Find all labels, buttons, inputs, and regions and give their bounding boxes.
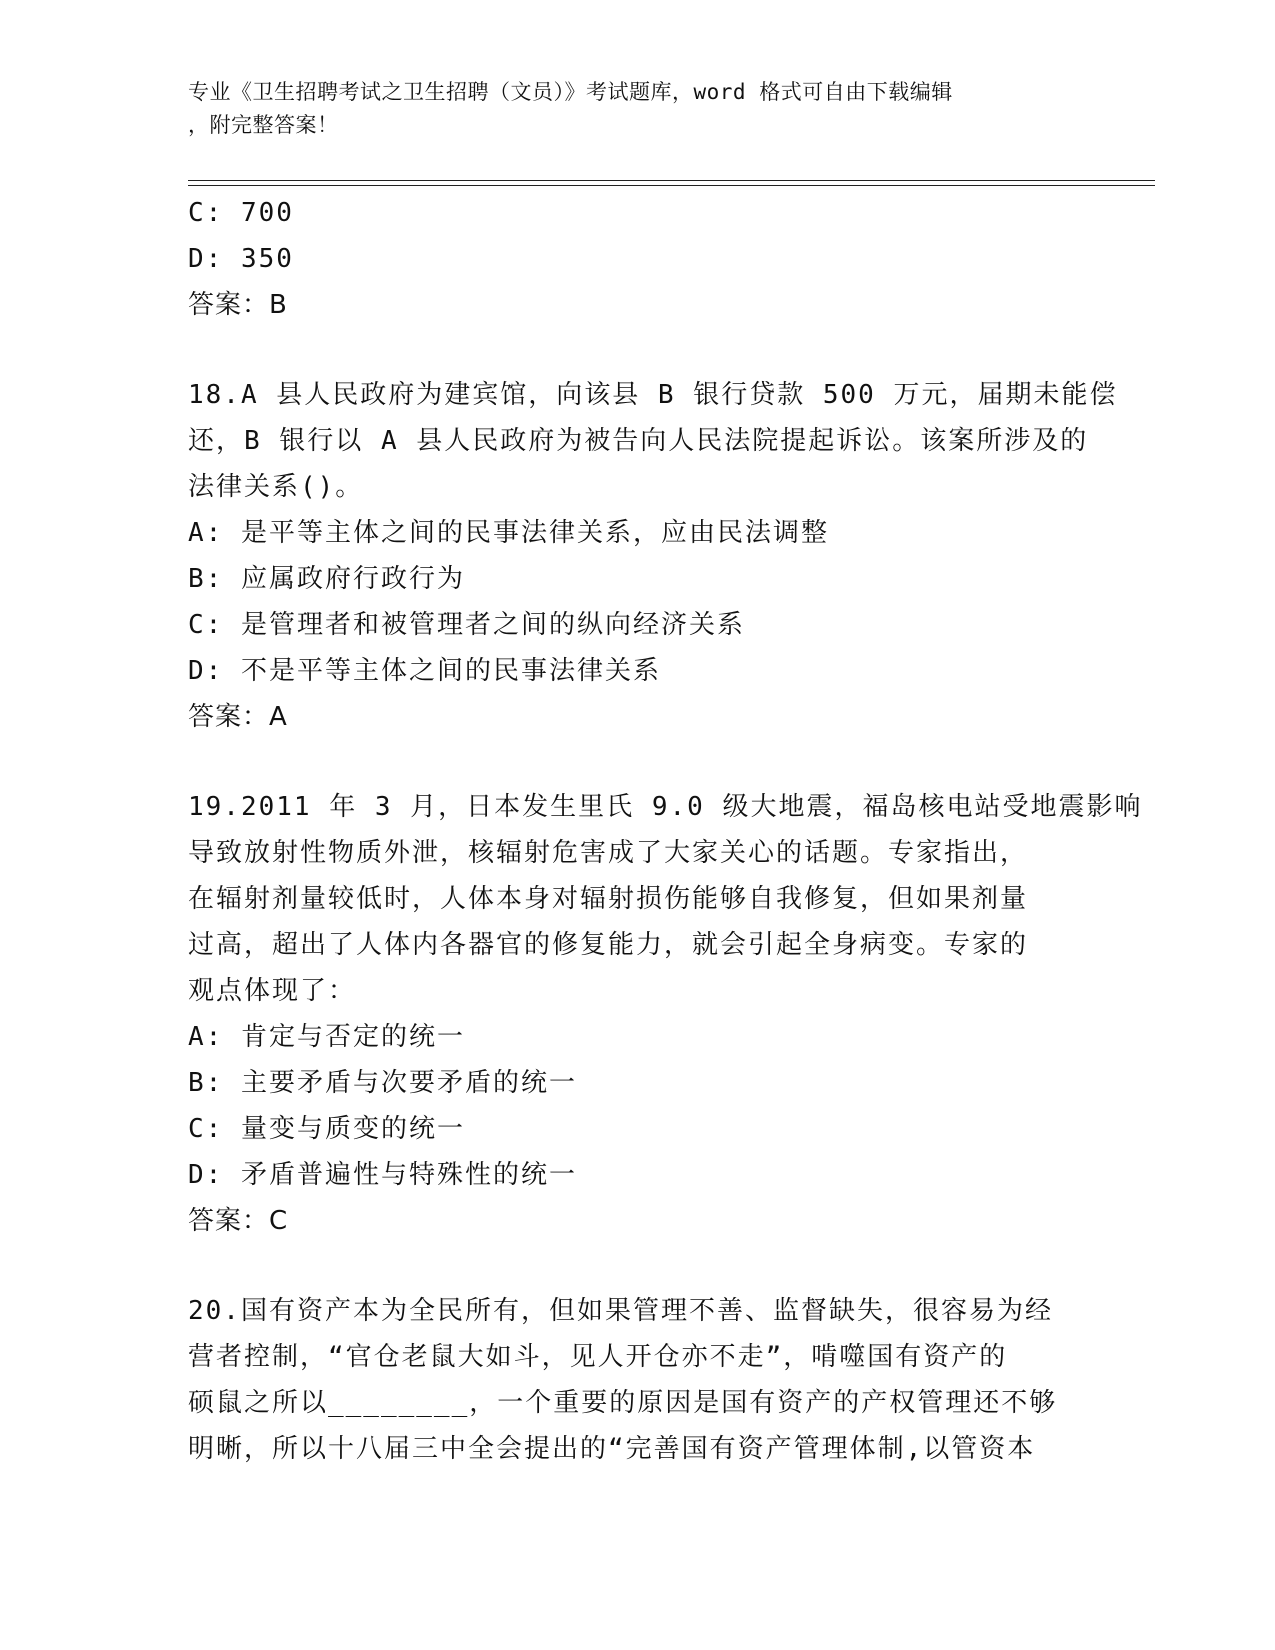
option-d: D: 350 [188, 244, 294, 274]
question-stem-line: 还，B 银行以 A 县人民政府为被告向人民法院提起诉讼。该案所涉及的 [188, 426, 1089, 456]
question-stem-line: 在辐射剂量较低时，人体本身对辐射损伤能够自我修复，但如果剂量 [188, 884, 1029, 914]
question-stem-line: 导致放射性物质外泄，核辐射危害成了大家关心的话题。专家指出， [188, 838, 1029, 868]
question-stem-line: 18.A 县人民政府为建宾馆，向该县 B 银行贷款 500 万元，届期未能偿 [188, 380, 1118, 410]
header-rule-top [188, 180, 1155, 181]
question-stem-line: 硕鼠之所以________，一个重要的原因是国有资产的产权管理还不够 [188, 1388, 1058, 1418]
option-b: B: 应属政府行政行为 [188, 564, 465, 594]
option-a: A: 是平等主体之间的民事法律关系，应由民法调整 [188, 518, 829, 548]
document-body [188, 190, 1143, 1472]
question-19 [188, 784, 1143, 1244]
question-stem-line: 营者控制，“官仓老鼠大如斗，见人开仓亦不走”，啃噬国有资产的 [188, 1342, 1008, 1372]
question-20 [188, 1288, 1088, 1472]
question-stem-line: 明晰，所以十八届三中全会提出的“完善国有资产管理体制,以管资本 [188, 1434, 1036, 1464]
document-header [188, 76, 1068, 142]
question-stem-line: 过高，超出了人体内各器官的修复能力，就会引起全身病变。专家的 [188, 930, 1029, 960]
header-line-2: ，附完整答案！ [188, 113, 339, 137]
question-stem-line: 法律关系()。 [188, 472, 364, 502]
question-stem-line: 观点体现了： [188, 976, 357, 1006]
question-stem-line: 20.国有资产本为全民所有，但如果管理不善、监督缺失，很容易为经 [188, 1296, 1053, 1326]
option-c: C: 量变与质变的统一 [188, 1114, 465, 1144]
answer-line: 答案：A [188, 702, 288, 732]
option-c: C: 700 [188, 198, 294, 228]
question-stem-line: 19.2011 年 3 月，日本发生里氏 9.0 级大地震，福岛核电站受地震影响 [188, 792, 1143, 822]
previous-question-tail [188, 190, 1088, 328]
answer-line: 答案：C [188, 1206, 289, 1236]
option-c: C: 是管理者和被管理者之间的纵向经济关系 [188, 610, 745, 640]
option-b: B: 主要矛盾与次要矛盾的统一 [188, 1068, 577, 1098]
option-d: D: 矛盾普遍性与特殊性的统一 [188, 1160, 577, 1190]
header-line-1: 专业《卫生招聘考试之卫生招聘（文员）》考试题库，word 格式可自由下载编辑 [188, 80, 953, 104]
option-a: A: 肯定与否定的统一 [188, 1022, 465, 1052]
option-d: D: 不是平等主体之间的民事法律关系 [188, 656, 661, 686]
answer-line: 答案：B [188, 290, 288, 320]
header-rule-bottom [188, 185, 1155, 186]
question-18 [188, 372, 1118, 740]
